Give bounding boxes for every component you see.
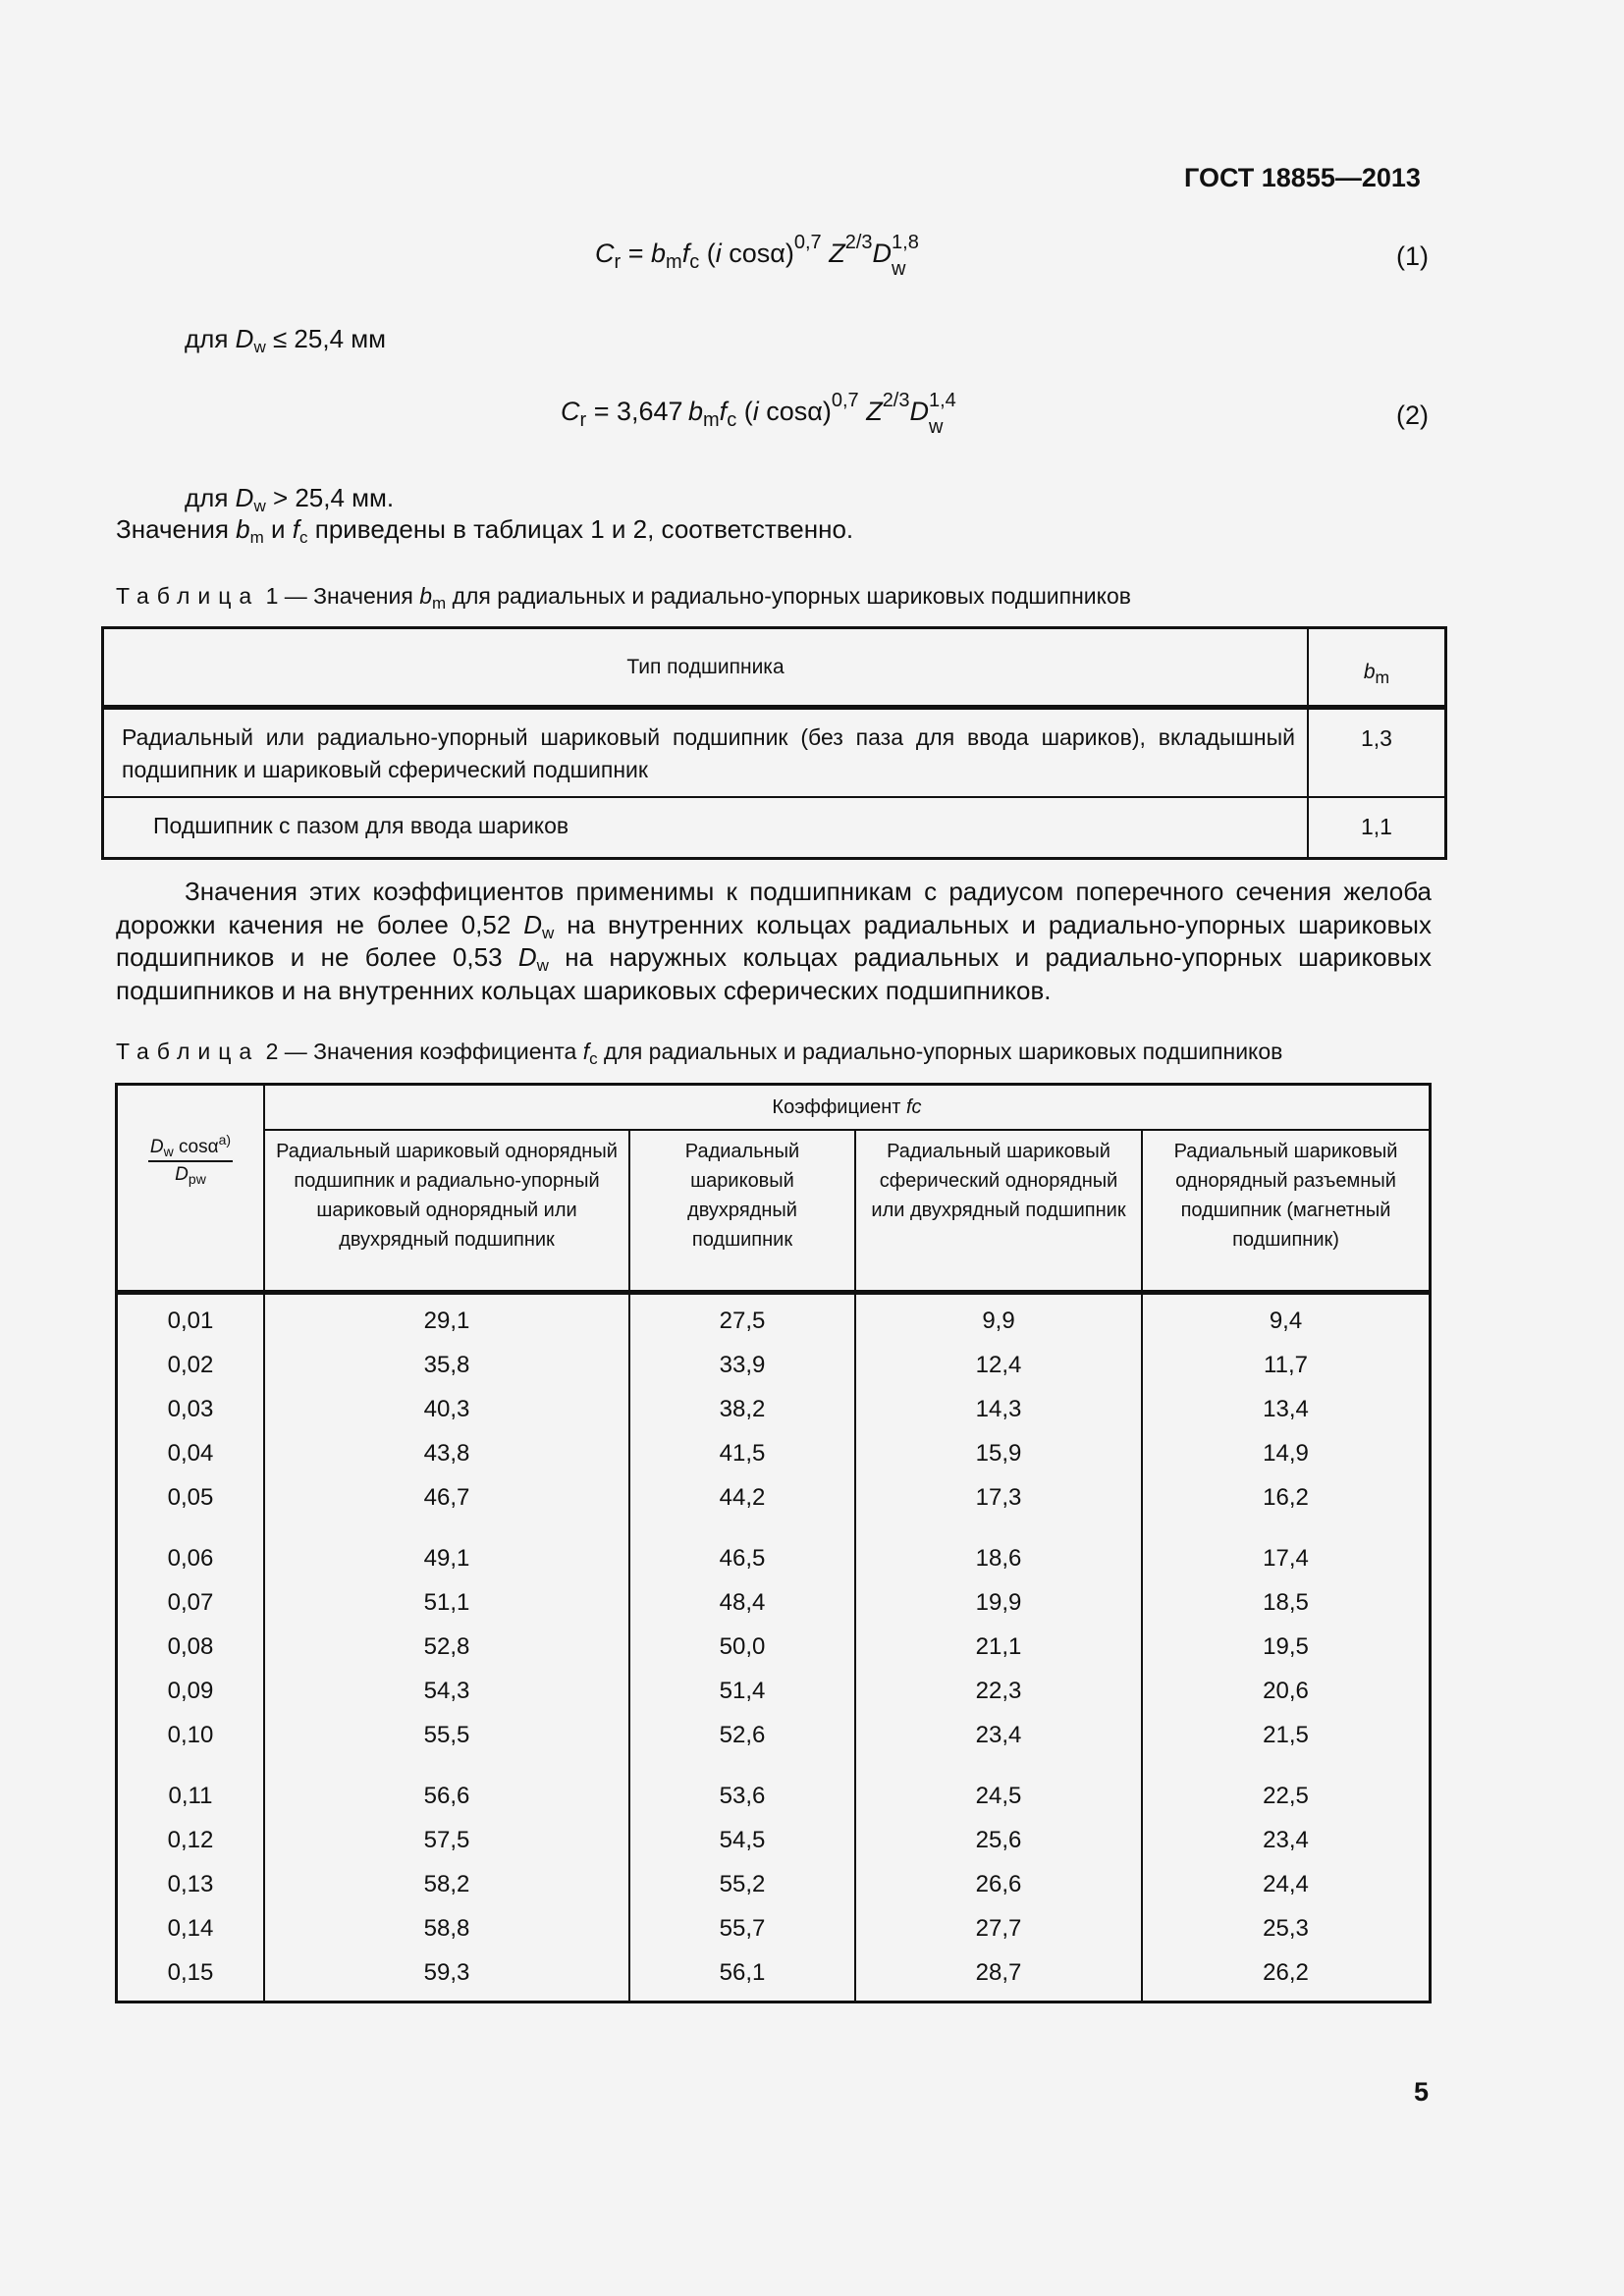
- table-cell: 0,07: [117, 1580, 265, 1625]
- table-cell: 55,7: [629, 1906, 855, 1950]
- table-cell: 0,14: [117, 1906, 265, 1950]
- table-cell: 0,12: [117, 1818, 265, 1862]
- table2-header-ratio: $\frac{D_w \cos\alpha^{а)}}{D_{pw}}$: [117, 1085, 265, 1293]
- table-cell: 20,6: [1142, 1669, 1431, 1713]
- table-cell: 28,7: [855, 1950, 1142, 2002]
- table1-caption: Таблица 1 — Значения $b_m$ для радиальных и радиально-упорных шариковых подшипников: [116, 583, 1131, 613]
- table1-cell-type: Радиальный или радиально-упорный шариковый подшипник (без паза для ввода шариков), вкладышный подшипник и шариковый сферический подшипник: [103, 708, 1309, 798]
- condition-1: для $D_w \le 25,4$ мм: [185, 324, 387, 356]
- table-cell: 48,4: [629, 1580, 855, 1625]
- table-row: [117, 1669, 1431, 1713]
- values-statement: Значения $b_m$ и $f_c$ приведены в таблицах 1 и 2, соответственно.: [116, 514, 854, 547]
- table-cell: 0,15: [117, 1950, 265, 2002]
- table-cell: 55,2: [629, 1862, 855, 1906]
- table-row: [117, 1343, 1431, 1387]
- table-cell: 23,4: [1142, 1818, 1431, 1862]
- table-cell: 46,5: [629, 1520, 855, 1580]
- table-cell: 18,5: [1142, 1580, 1431, 1625]
- table-row: [117, 1520, 1431, 1580]
- table-cell: 27,5: [629, 1293, 855, 1344]
- table-cell: 0,08: [117, 1625, 265, 1669]
- table-row: [117, 1431, 1431, 1475]
- table-row: [117, 1906, 1431, 1950]
- table-cell: 0,13: [117, 1862, 265, 1906]
- table-cell: 21,1: [855, 1625, 1142, 1669]
- table-row: [117, 1862, 1431, 1906]
- table-cell: 0,06: [117, 1520, 265, 1580]
- table2-header-row-2: [117, 1130, 1431, 1293]
- table-cell: 0,10: [117, 1713, 265, 1757]
- table-cell: 38,2: [629, 1387, 855, 1431]
- document-header: ГОСТ 18855—2013: [1184, 163, 1421, 192]
- table-cell: 22,3: [855, 1669, 1142, 1713]
- table-cell: 55,5: [264, 1713, 629, 1757]
- table-cell: 17,4: [1142, 1520, 1431, 1580]
- table-cell: 54,5: [629, 1818, 855, 1862]
- table-cell: 22,5: [1142, 1757, 1431, 1818]
- table1-header-bm: $b_m$: [1308, 628, 1446, 708]
- table-cell: 9,4: [1142, 1293, 1431, 1344]
- table-cell: 58,8: [264, 1906, 629, 1950]
- table1-header-row: [103, 628, 1446, 708]
- table-cell: 54,3: [264, 1669, 629, 1713]
- table-cell: 25,6: [855, 1818, 1142, 1862]
- table-row: [117, 1625, 1431, 1669]
- table-cell: 26,6: [855, 1862, 1142, 1906]
- table-cell: 35,8: [264, 1343, 629, 1387]
- table2-header-col-4: Радиальный шариковый однорядный разъемный подшипник (магнетный подшипник): [1142, 1130, 1431, 1293]
- table-cell: 25,3: [1142, 1906, 1431, 1950]
- table-cell: 23,4: [855, 1713, 1142, 1757]
- table-cell: 41,5: [629, 1431, 855, 1475]
- table-cell: 24,4: [1142, 1862, 1431, 1906]
- table-cell: 58,2: [264, 1862, 629, 1906]
- table-cell: 15,9: [855, 1431, 1142, 1475]
- table-cell: 44,2: [629, 1475, 855, 1520]
- table-cell: 0,11: [117, 1757, 265, 1818]
- table-row: [117, 1757, 1431, 1818]
- table-cell: 19,5: [1142, 1625, 1431, 1669]
- table-row: [117, 1293, 1431, 1344]
- table2-header-coefficient: Коэффициент fc: [264, 1085, 1431, 1131]
- coefficients-paragraph: Значения этих коэффициентов применимы к подшипникам с радиусом поперечного сечения желоба дорожки качения не более 0,52 $D_w$ на внутренних кольцах радиальных и радиально-упорных шариковых подшипников и не более 0,53 $D_w$ на наружных кольцах радиальных и радиально-упорных шариковых подшипников и на внутренних кольцах шариковых сферических подшипников.: [116, 877, 1433, 1005]
- table-cell: 19,9: [855, 1580, 1142, 1625]
- table-row: [117, 1713, 1431, 1757]
- table-cell: 43,8: [264, 1431, 629, 1475]
- table-cell: 9,9: [855, 1293, 1142, 1344]
- table2-header-col-3: Радиальный шариковый сферический однорядный или двухрядный подшипник: [855, 1130, 1142, 1293]
- table-cell: 14,3: [855, 1387, 1142, 1431]
- table-cell: 0,04: [117, 1431, 265, 1475]
- table-cell: 50,0: [629, 1625, 855, 1669]
- table1-cell-type: Подшипник с пазом для ввода шариков: [103, 797, 1309, 859]
- table-cell: 27,7: [855, 1906, 1142, 1950]
- table-row: [103, 708, 1446, 798]
- table-cell: 12,4: [855, 1343, 1142, 1387]
- table-cell: 26,2: [1142, 1950, 1431, 2002]
- table-cell: 56,1: [629, 1950, 855, 2002]
- table-cell: 46,7: [264, 1475, 629, 1520]
- table-cell: 51,4: [629, 1669, 855, 1713]
- table-cell: 0,05: [117, 1475, 265, 1520]
- table2-body: [117, 1293, 1431, 2002]
- table-cell: 51,1: [264, 1580, 629, 1625]
- formula-1: $C_r = b_mf_c$ (i cosα)$^{0,7}$ $Z^{2/3}D$ 1,8 w: [595, 232, 919, 280]
- table-row: [103, 797, 1446, 859]
- table-row: [117, 1580, 1431, 1625]
- table-cell: 52,6: [629, 1713, 855, 1757]
- table2-header-row-1: [117, 1085, 1431, 1131]
- table-cell: 59,3: [264, 1950, 629, 2002]
- table-cell: 0,02: [117, 1343, 265, 1387]
- table-cell: 40,3: [264, 1387, 629, 1431]
- table-cell: 18,6: [855, 1520, 1142, 1580]
- table-cell: 17,3: [855, 1475, 1142, 1520]
- table-cell: 14,9: [1142, 1431, 1431, 1475]
- table-cell: 11,7: [1142, 1343, 1431, 1387]
- formula-2-number: (2): [1396, 400, 1429, 430]
- table-cell: 21,5: [1142, 1713, 1431, 1757]
- formula-2: $C_r = 3,647$ $b_mf_c$ (i cosα)$^{0,7}$ $Z^{2/3}D$ 1,4 w: [561, 390, 956, 438]
- table-cell: 52,8: [264, 1625, 629, 1669]
- table-2: [115, 1083, 1432, 2003]
- table-cell: 53,6: [629, 1757, 855, 1818]
- table-cell: 29,1: [264, 1293, 629, 1344]
- table2-header-col-2: Радиальный шариковый двухрядный подшипник: [629, 1130, 855, 1293]
- table1-cell-bm: 1,1: [1308, 797, 1446, 859]
- table-cell: 0,01: [117, 1293, 265, 1344]
- table-row: [117, 1950, 1431, 2002]
- table-row: [117, 1475, 1431, 1520]
- table2-caption: Таблица 2 — Значения коэффициента $f_c$ для радиальных и радиально-упорных шариковых подшипников: [116, 1039, 1283, 1068]
- table1-header-type: Тип подшипника: [103, 628, 1309, 708]
- table-cell: 16,2: [1142, 1475, 1431, 1520]
- formula-1-number: (1): [1396, 241, 1429, 271]
- page-number: 5: [1414, 2077, 1430, 2107]
- table-cell: 24,5: [855, 1757, 1142, 1818]
- table-cell: 49,1: [264, 1520, 629, 1580]
- table-cell: 33,9: [629, 1343, 855, 1387]
- table-cell: 0,03: [117, 1387, 265, 1431]
- table-1: [101, 626, 1447, 860]
- table-cell: 0,09: [117, 1669, 265, 1713]
- condition-2: для $D_w > 25,4$ мм.: [185, 483, 395, 515]
- table-row: [117, 1387, 1431, 1431]
- table-cell: 57,5: [264, 1818, 629, 1862]
- table-cell: 56,6: [264, 1757, 629, 1818]
- table1-cell-bm: 1,3: [1308, 708, 1446, 798]
- table-row: [117, 1818, 1431, 1862]
- table2-header-col-1: Радиальный шариковый однорядный подшипник и радиально-упорный шариковый однорядный или двухрядный подшипник: [264, 1130, 629, 1293]
- table-cell: 13,4: [1142, 1387, 1431, 1431]
